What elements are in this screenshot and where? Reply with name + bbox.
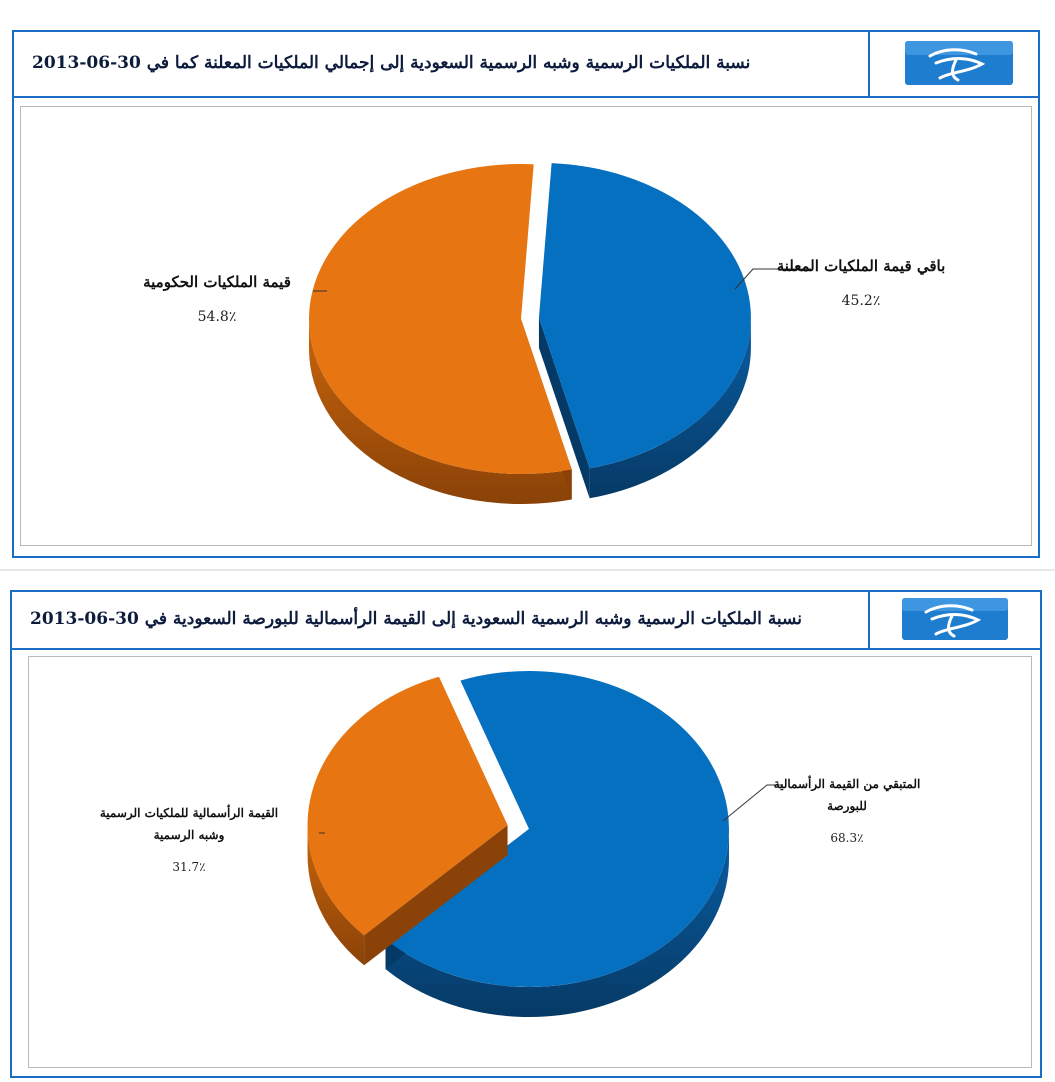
- chart-2-slice-1-label-line: للبورصة: [827, 799, 867, 813]
- chart-2-label-2: [100, 805, 325, 874]
- chart-1-slice-1-value: 45.2٪: [841, 293, 881, 309]
- chart-1-plot-area: [20, 106, 1032, 546]
- chart-1-slice-2-label-line: قيمة الملكيات الحكومية: [143, 273, 291, 291]
- chart-1-slice-2: [309, 164, 572, 504]
- chart-1-title: نسبة الملكيات الرسمية وشبه الرسمية السعودية إلى إجمالي الملكيات المعلنة كما في 30-06-2013: [32, 53, 751, 73]
- chart-2-slice-1-value: 68.3٪: [830, 831, 864, 845]
- chart-1-label-2: [143, 273, 327, 325]
- chart-2-slice-2-label-line: القيمة الرأسمالية للملكيات الرسمية: [99, 806, 279, 820]
- chart-panel-2: [0, 572, 1055, 1082]
- chart-2-slice-1-label-line: المتبقي من القيمة الرأسمالية: [773, 777, 921, 791]
- chart-1-slice-2-value: 54.8٪: [197, 309, 237, 325]
- chart-1-logo-cell: [868, 30, 1040, 96]
- panel-separator: [0, 569, 1055, 571]
- chart-2-slice-2-value: 31.7٪: [172, 860, 206, 874]
- chart-2-slice-2-label-line: وشبه الرسمية: [153, 828, 225, 842]
- chart-2-title-bar: [10, 590, 1042, 650]
- brand-logo-icon: [870, 590, 1042, 648]
- chart-2-title: نسبة الملكيات الرسمية وشبه الرسمية السعودية إلى القيمة الرأسمالية للبورصة السعودية في 30-06-2013: [30, 609, 802, 629]
- chart-1-slice-1-label-line: باقي قيمة الملكيات المعلنة: [776, 257, 946, 275]
- chart-1-slice-1: [539, 163, 751, 498]
- chart-2-svg: [29, 657, 1033, 1069]
- brand-logo-icon: [870, 30, 1040, 96]
- chart-1-title-bar: [12, 30, 1040, 98]
- chart-1-label-1: [735, 257, 945, 309]
- chart-2-plot-area: [28, 656, 1032, 1068]
- chart-2-label-1: [723, 776, 920, 845]
- chart-1-svg: [21, 107, 1033, 547]
- chart-2-logo-cell: [868, 590, 1042, 648]
